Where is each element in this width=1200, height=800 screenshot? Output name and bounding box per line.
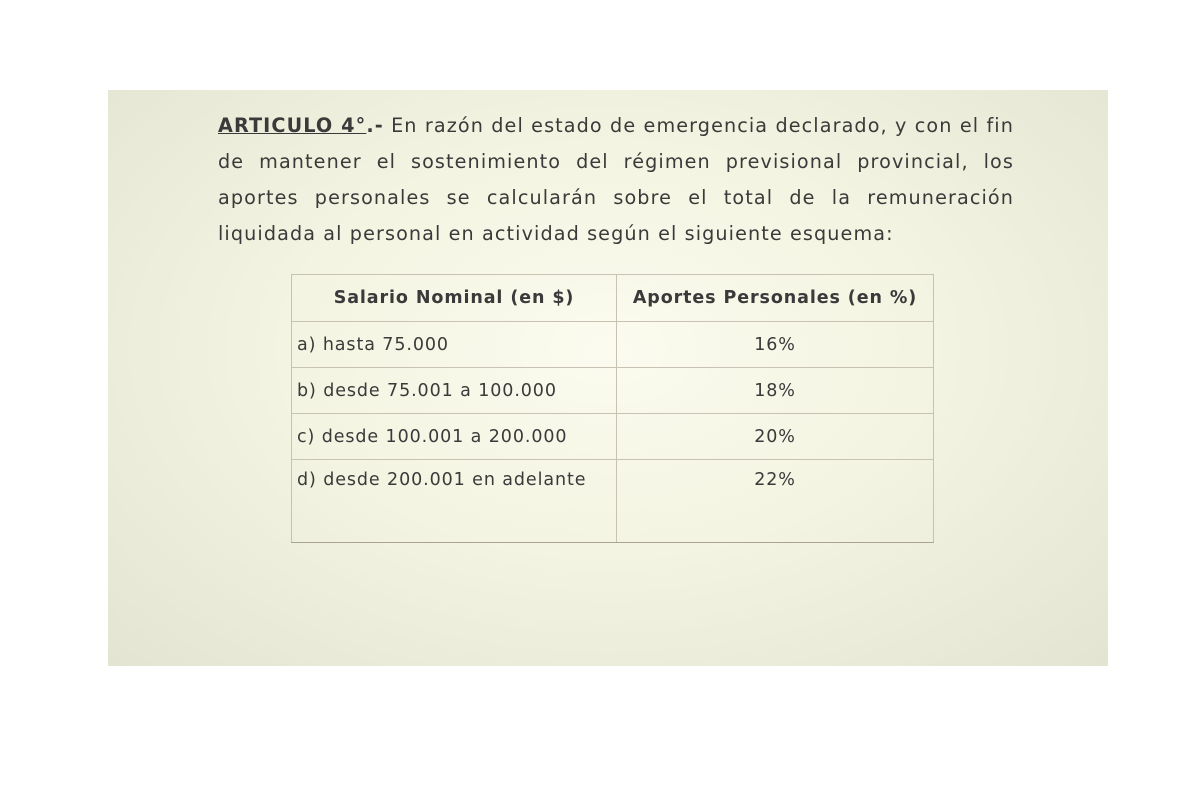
header-aportes: Aportes Personales (en %)	[617, 275, 934, 322]
rate-cell: 18%	[617, 368, 934, 414]
slide	[108, 90, 1108, 666]
article-dash: .-	[366, 114, 384, 137]
table-row	[292, 368, 934, 414]
salary-cell: c) desde 100.001 a 200.000	[292, 414, 617, 460]
rate-cell: 16%	[617, 322, 934, 368]
rate-cell: 20%	[617, 414, 934, 460]
header-salary: Salario Nominal (en $)	[292, 275, 617, 322]
table-header-row	[292, 275, 934, 322]
rate-cell: 22%	[617, 460, 934, 543]
table-row	[292, 460, 934, 543]
table-row	[292, 414, 934, 460]
contribution-table-wrapper	[291, 274, 934, 543]
article-heading: ARTICULO 4°	[218, 114, 367, 137]
table-row	[292, 322, 934, 368]
article-paragraph	[218, 108, 1014, 252]
salary-cell: b) desde 75.001 a 100.000	[292, 368, 617, 414]
salary-cell: a) hasta 75.000	[292, 322, 617, 368]
salary-cell: d) desde 200.001 en adelante	[292, 460, 617, 543]
contribution-table	[291, 274, 934, 543]
article-body: En razón del estado de emergencia declarado, y con el fin de mantener el sostenimiento del régimen previsional provincial, los aportes personales se calcularán sobre el total de la remuneración liquidada al personal en actividad según el siguiente esquema:	[218, 114, 1015, 245]
